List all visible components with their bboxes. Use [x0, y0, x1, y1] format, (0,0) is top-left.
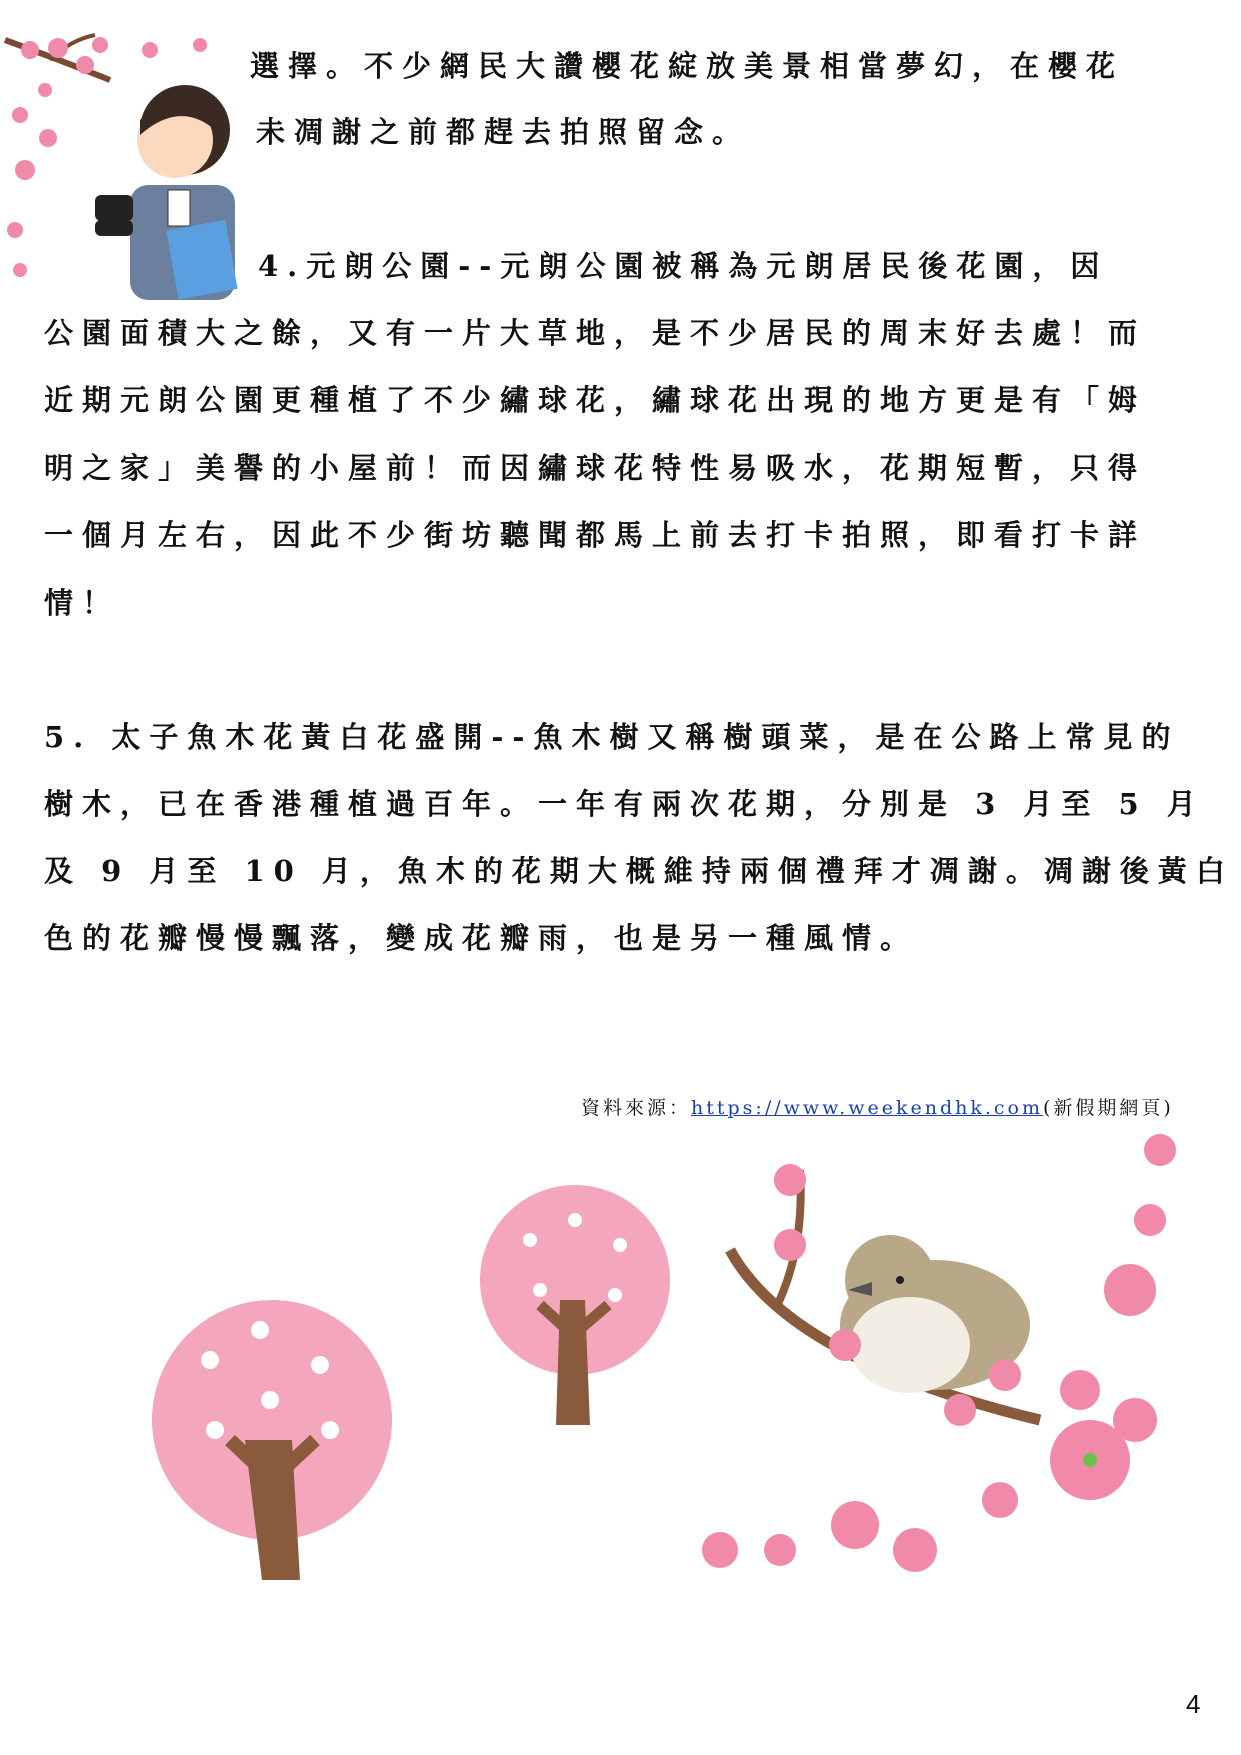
p4-line-4: 明之家」美譽的小屋前！而因繡球花特性易吸水，花期短暫，只得 [44, 451, 1147, 485]
p4-line-1: 4.元朗公園--元朗公園被稱為元朗居民後花園，因 [258, 249, 1109, 283]
p3-line-2: 未凋謝之前都趕去拍照留念。 [256, 115, 751, 149]
p5-line-3: 及 9 月至 10 月，魚木的花期大概維持兩個禮拜才凋謝。凋謝後黃白 [44, 854, 1234, 888]
source-citation [581, 1093, 1174, 1120]
cherry-trees-illustration [0, 1130, 1241, 1690]
birdwatcher-illustration [0, 20, 260, 320]
source-link[interactable]: https://www.weekendhk.com [691, 1097, 1044, 1119]
p5-line-1: 5. 太子魚木花黃白花盛開--魚木樹又稱樹頭菜，是在公路上常見的 [44, 720, 1180, 754]
p4-line-6: 情！ [44, 586, 121, 620]
p5-line-2: 樹木，已在香港種植過百年。一年有兩次花期，分別是 3 月至 5 月 [44, 787, 1205, 821]
source-prefix: 資料來源： [581, 1097, 692, 1119]
p4-line-2: 公園面積大之餘，又有一片大草地，是不少居民的周末好去處！而 [44, 316, 1147, 350]
p3-line-1: 選擇。不少網民大讚櫻花綻放美景相當夢幻，在櫻花 [250, 49, 1125, 83]
p5-line-4: 色的花瓣慢慢飄落，變成花瓣雨，也是另一種風情。 [44, 921, 919, 955]
page-number: 4 [1186, 1689, 1201, 1719]
source-suffix: (新假期網頁) [1043, 1097, 1174, 1119]
p4-line-3: 近期元朗公園更種植了不少繡球花，繡球花出現的地方更是有「姆 [44, 383, 1147, 417]
p4-line-5: 一個月左右，因此不少街坊聽聞都馬上前去打卡拍照，即看打卡詳 [44, 518, 1147, 552]
